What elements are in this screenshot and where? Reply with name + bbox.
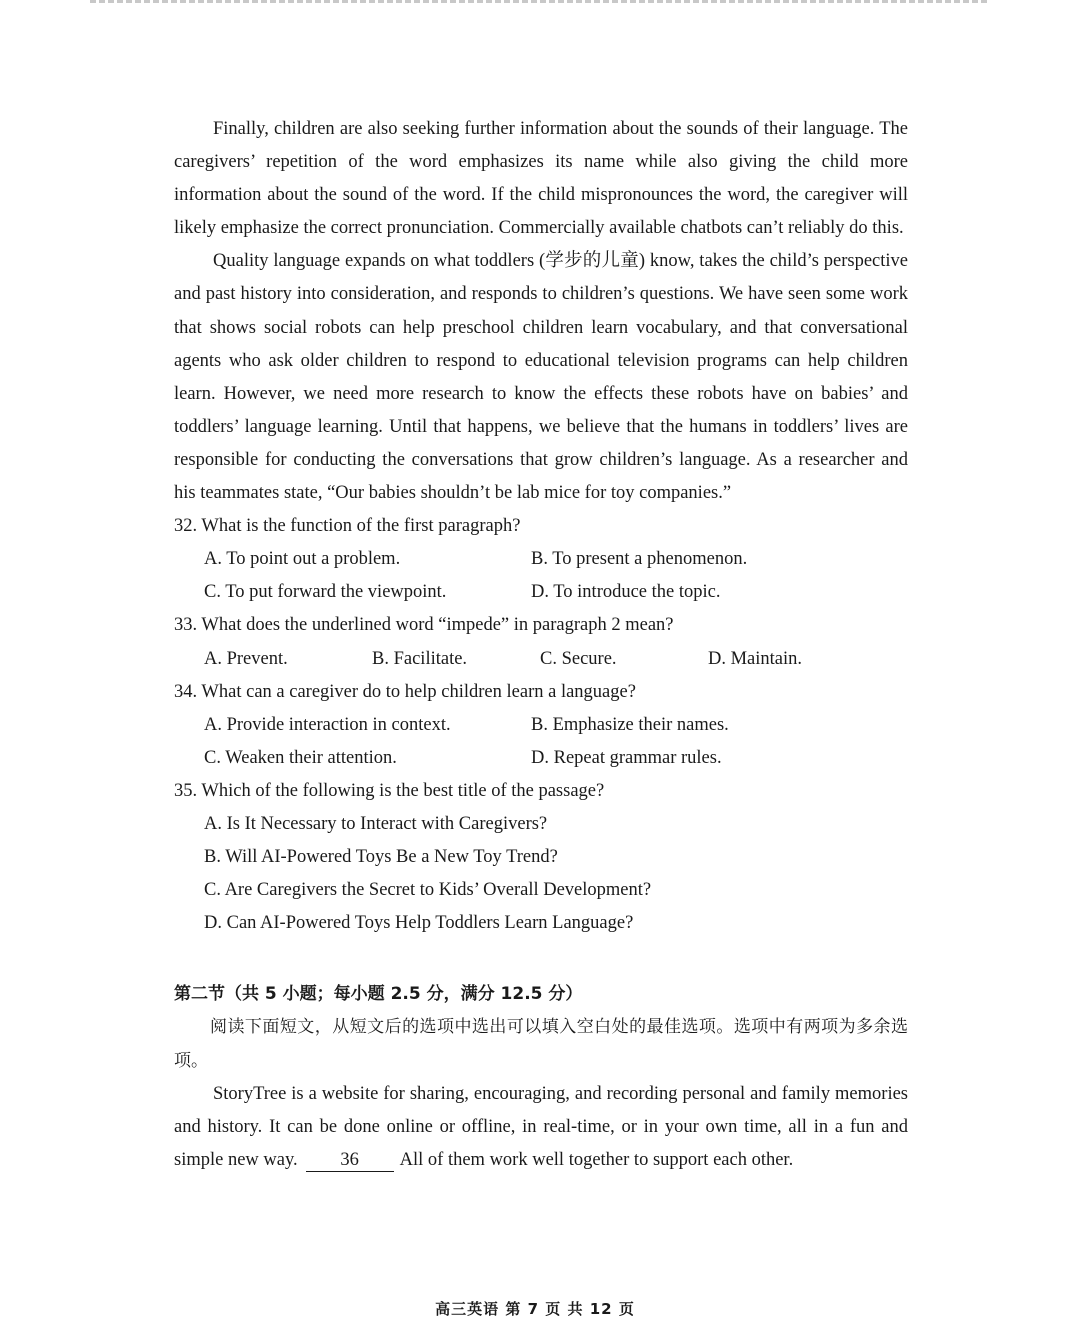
blank-36: 36 [306, 1149, 394, 1172]
exam-page-content [174, 113, 908, 1177]
option-a: A. Provide interaction in context. [204, 714, 451, 735]
option-d: D. Maintain. [708, 648, 803, 669]
question-stem: 34. What can a caregiver do to help children learn a language? [174, 681, 636, 702]
option-b: B. To present a phenomenon. [531, 549, 748, 570]
question-stem: 33. What does the underlined word “impede” in paragraph 2 mean? [174, 615, 674, 636]
question-33 [174, 609, 908, 675]
question-options [174, 808, 908, 940]
question-32 [174, 510, 908, 609]
option-b: B. Facilitate. [372, 648, 468, 669]
top-border-rule [90, 0, 990, 3]
section-2-instruction: 阅读下面短文，从短文后的选项中选出可以填入空白处的最佳选项。选项中有两项为多余选项。 [174, 1017, 908, 1071]
option-c: C. Are Caregivers the Secret to Kids’ Overall Development? [204, 880, 652, 901]
storytree-text-before: StoryTree is a website for sharing, encouraging, and recording personal and family memories and history. It can be done online or offline, in real-time, or in your own time, all in a fun and simple new way. [174, 1083, 908, 1170]
option-d: D. Repeat grammar rules. [531, 747, 722, 768]
option-b: B. Emphasize their names. [531, 714, 729, 735]
option-a: A. Is It Necessary to Interact with Caregivers? [204, 813, 548, 834]
option-b: B. Will AI-Powered Toys Be a New Toy Trend? [204, 847, 558, 868]
storytree-text-after: All of them work well together to support each other. [399, 1149, 794, 1170]
option-a: A. To point out a problem. [204, 549, 401, 570]
section-2-heading: 第二节（共 5 小题；每小题 2.5 分，满分 12.5 分） [174, 984, 583, 1005]
option-d: D. To introduce the topic. [531, 582, 721, 603]
question-stem: 35. Which of the following is the best title of the passage? [174, 780, 605, 801]
passage-paragraph-1: Finally, children are also seeking further information about the sounds of their language. The caregivers’ repetition of the word emphasizes its name while also giving the child more information about the sound of the word. If the child mispronounces the word, the caregiver will likely emphasize the correct pronunciation. Commercially available chatbots can’t reliably do this. [174, 119, 908, 239]
question-options [174, 709, 908, 775]
question-options [174, 543, 908, 609]
option-c: C. Secure. [540, 648, 617, 669]
option-d: D. Can AI-Powered Toys Help Toddlers Learn Language? [204, 913, 634, 934]
option-c: C. Weaken their attention. [204, 747, 397, 768]
question-stem: 32. What is the function of the first paragraph? [174, 516, 521, 537]
question-options [174, 643, 908, 676]
question-35 [174, 775, 908, 940]
question-34 [174, 676, 908, 775]
page-footer: 高三英语 第 7 页 共 12 页 [435, 1300, 635, 1318]
storytree-paragraph [174, 1078, 908, 1177]
option-c: C. To put forward the viewpoint. [204, 582, 447, 603]
option-a: A. Prevent. [204, 648, 288, 669]
passage-paragraph-2: Quality language expands on what toddlers (学步的儿童) know, takes the child’s perspective and past history into consideration, and responds to children’s questions. We have seen some work that shows social robots can help preschool children learn vocabulary, and that conversational agents who ask older children to respond to educational television programs can help children learn. However, we need more research to know the effects these robots have on babies’ and toddlers’ language learning. Until that happens, we believe that the humans in toddlers’ lives are responsible for conducting the conversations that grow children’s language. As a researcher and his teammates state, “Our babies shouldn’t be lab mice for toy companies.” [174, 251, 908, 504]
